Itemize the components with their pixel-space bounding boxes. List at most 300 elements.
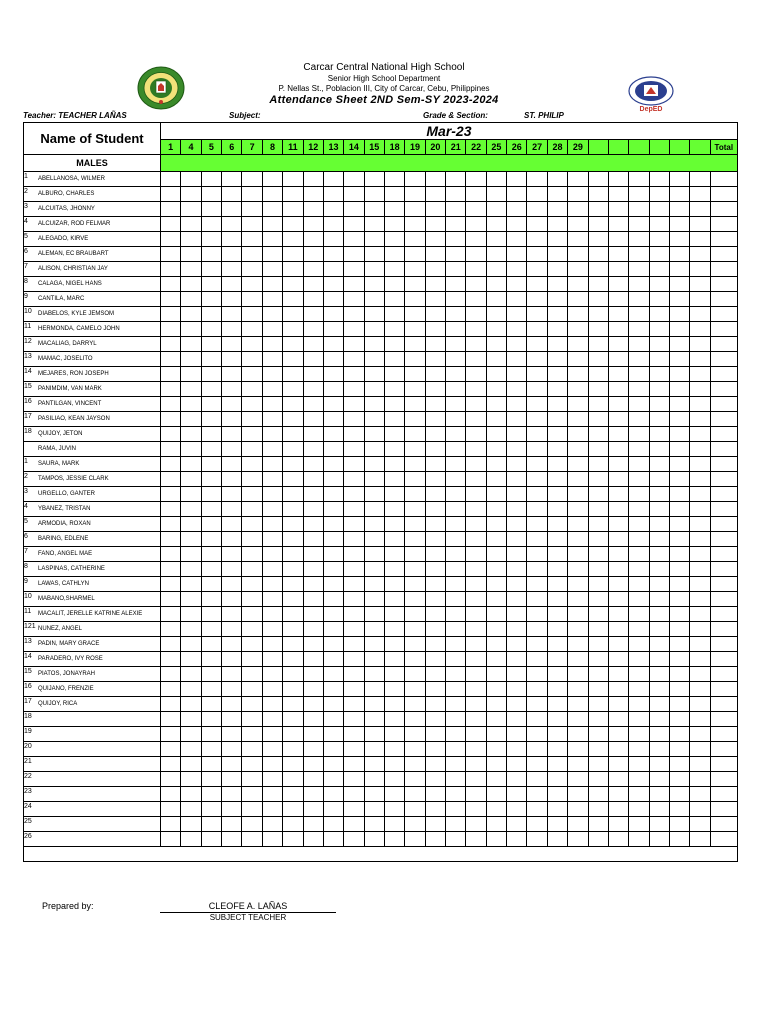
attendance-cell[interactable] — [649, 772, 669, 787]
total-cell[interactable] — [710, 217, 737, 232]
attendance-cell[interactable] — [384, 772, 404, 787]
attendance-cell[interactable] — [181, 172, 201, 187]
attendance-cell[interactable] — [486, 232, 506, 247]
attendance-cell[interactable] — [364, 577, 384, 592]
attendance-cell[interactable] — [242, 232, 262, 247]
attendance-cell[interactable] — [344, 262, 364, 277]
attendance-cell[interactable] — [568, 442, 588, 457]
attendance-cell[interactable] — [446, 442, 466, 457]
attendance-cell[interactable] — [690, 202, 710, 217]
attendance-cell[interactable] — [588, 697, 608, 712]
attendance-cell[interactable] — [466, 622, 486, 637]
attendance-cell[interactable] — [181, 637, 201, 652]
attendance-cell[interactable] — [384, 757, 404, 772]
attendance-cell[interactable] — [669, 757, 689, 772]
attendance-cell[interactable] — [262, 652, 282, 667]
attendance-cell[interactable] — [222, 637, 242, 652]
attendance-cell[interactable] — [262, 217, 282, 232]
attendance-cell[interactable] — [568, 352, 588, 367]
attendance-cell[interactable] — [344, 667, 364, 682]
attendance-cell[interactable] — [507, 697, 527, 712]
total-cell[interactable] — [710, 772, 737, 787]
attendance-cell[interactable] — [649, 712, 669, 727]
attendance-cell[interactable] — [323, 577, 343, 592]
attendance-cell[interactable] — [262, 382, 282, 397]
attendance-cell[interactable] — [364, 322, 384, 337]
attendance-cell[interactable] — [649, 682, 669, 697]
attendance-cell[interactable] — [201, 247, 221, 262]
attendance-cell[interactable] — [669, 517, 689, 532]
total-cell[interactable] — [710, 787, 737, 802]
attendance-cell[interactable] — [466, 592, 486, 607]
attendance-cell[interactable] — [181, 307, 201, 322]
attendance-cell[interactable] — [303, 337, 323, 352]
attendance-cell[interactable] — [161, 832, 181, 847]
attendance-cell[interactable] — [690, 607, 710, 622]
attendance-cell[interactable] — [181, 562, 201, 577]
attendance-cell[interactable] — [466, 787, 486, 802]
attendance-cell[interactable] — [507, 307, 527, 322]
attendance-cell[interactable] — [507, 547, 527, 562]
attendance-cell[interactable] — [323, 457, 343, 472]
attendance-cell[interactable] — [446, 322, 466, 337]
attendance-cell[interactable] — [568, 397, 588, 412]
attendance-cell[interactable] — [629, 457, 649, 472]
attendance-cell[interactable] — [364, 262, 384, 277]
attendance-cell[interactable] — [323, 712, 343, 727]
attendance-cell[interactable] — [425, 217, 445, 232]
total-cell[interactable] — [710, 637, 737, 652]
attendance-cell[interactable] — [161, 217, 181, 232]
attendance-cell[interactable] — [669, 712, 689, 727]
attendance-cell[interactable] — [629, 532, 649, 547]
attendance-cell[interactable] — [547, 772, 567, 787]
attendance-cell[interactable] — [588, 652, 608, 667]
attendance-cell[interactable] — [608, 532, 628, 547]
attendance-cell[interactable] — [161, 697, 181, 712]
attendance-cell[interactable] — [262, 517, 282, 532]
attendance-cell[interactable] — [181, 277, 201, 292]
attendance-cell[interactable] — [446, 502, 466, 517]
attendance-cell[interactable] — [222, 487, 242, 502]
attendance-cell[interactable] — [547, 382, 567, 397]
attendance-cell[interactable] — [405, 337, 425, 352]
attendance-cell[interactable] — [384, 247, 404, 262]
attendance-cell[interactable] — [405, 397, 425, 412]
attendance-cell[interactable] — [568, 697, 588, 712]
attendance-cell[interactable] — [303, 832, 323, 847]
total-cell[interactable] — [710, 292, 737, 307]
attendance-cell[interactable] — [344, 247, 364, 262]
attendance-cell[interactable] — [486, 322, 506, 337]
attendance-cell[interactable] — [161, 202, 181, 217]
attendance-cell[interactable] — [262, 337, 282, 352]
attendance-cell[interactable] — [384, 517, 404, 532]
total-cell[interactable] — [710, 202, 737, 217]
attendance-cell[interactable] — [425, 232, 445, 247]
attendance-cell[interactable] — [323, 187, 343, 202]
attendance-cell[interactable] — [425, 637, 445, 652]
attendance-cell[interactable] — [181, 652, 201, 667]
attendance-cell[interactable] — [486, 532, 506, 547]
attendance-cell[interactable] — [446, 667, 466, 682]
attendance-cell[interactable] — [588, 637, 608, 652]
attendance-cell[interactable] — [344, 442, 364, 457]
attendance-cell[interactable] — [262, 247, 282, 262]
total-cell[interactable] — [710, 592, 737, 607]
attendance-cell[interactable] — [690, 367, 710, 382]
attendance-cell[interactable] — [629, 472, 649, 487]
attendance-cell[interactable] — [446, 727, 466, 742]
attendance-cell[interactable] — [161, 427, 181, 442]
attendance-cell[interactable] — [527, 637, 547, 652]
attendance-cell[interactable] — [283, 772, 303, 787]
attendance-cell[interactable] — [201, 232, 221, 247]
attendance-cell[interactable] — [568, 487, 588, 502]
attendance-cell[interactable] — [547, 487, 567, 502]
attendance-cell[interactable] — [242, 502, 262, 517]
attendance-cell[interactable] — [629, 592, 649, 607]
attendance-cell[interactable] — [568, 637, 588, 652]
attendance-cell[interactable] — [344, 202, 364, 217]
attendance-cell[interactable] — [262, 442, 282, 457]
attendance-cell[interactable] — [344, 367, 364, 382]
attendance-cell[interactable] — [344, 502, 364, 517]
attendance-cell[interactable] — [303, 772, 323, 787]
attendance-cell[interactable] — [547, 817, 567, 832]
attendance-cell[interactable] — [364, 727, 384, 742]
attendance-cell[interactable] — [222, 817, 242, 832]
attendance-cell[interactable] — [446, 517, 466, 532]
attendance-cell[interactable] — [283, 712, 303, 727]
attendance-cell[interactable] — [222, 502, 242, 517]
attendance-cell[interactable] — [486, 457, 506, 472]
attendance-cell[interactable] — [425, 592, 445, 607]
attendance-cell[interactable] — [262, 367, 282, 382]
attendance-cell[interactable] — [547, 682, 567, 697]
attendance-cell[interactable] — [201, 382, 221, 397]
attendance-cell[interactable] — [161, 517, 181, 532]
attendance-cell[interactable] — [262, 712, 282, 727]
attendance-cell[interactable] — [242, 607, 262, 622]
attendance-cell[interactable] — [466, 367, 486, 382]
attendance-cell[interactable] — [629, 202, 649, 217]
attendance-cell[interactable] — [466, 292, 486, 307]
attendance-cell[interactable] — [690, 427, 710, 442]
attendance-cell[interactable] — [486, 397, 506, 412]
attendance-cell[interactable] — [588, 412, 608, 427]
attendance-cell[interactable] — [568, 832, 588, 847]
attendance-cell[interactable] — [527, 802, 547, 817]
attendance-cell[interactable] — [181, 532, 201, 547]
attendance-cell[interactable] — [486, 187, 506, 202]
attendance-cell[interactable] — [669, 502, 689, 517]
attendance-cell[interactable] — [486, 442, 506, 457]
attendance-cell[interactable] — [201, 802, 221, 817]
attendance-cell[interactable] — [425, 322, 445, 337]
attendance-cell[interactable] — [446, 802, 466, 817]
attendance-cell[interactable] — [344, 712, 364, 727]
attendance-cell[interactable] — [405, 262, 425, 277]
attendance-cell[interactable] — [466, 442, 486, 457]
attendance-cell[interactable] — [669, 217, 689, 232]
attendance-cell[interactable] — [181, 412, 201, 427]
attendance-cell[interactable] — [222, 577, 242, 592]
attendance-cell[interactable] — [201, 172, 221, 187]
attendance-cell[interactable] — [161, 292, 181, 307]
attendance-cell[interactable] — [588, 817, 608, 832]
attendance-cell[interactable] — [690, 517, 710, 532]
attendance-cell[interactable] — [181, 202, 201, 217]
attendance-cell[interactable] — [527, 682, 547, 697]
attendance-cell[interactable] — [486, 592, 506, 607]
attendance-cell[interactable] — [527, 832, 547, 847]
attendance-cell[interactable] — [161, 772, 181, 787]
attendance-cell[interactable] — [323, 352, 343, 367]
attendance-cell[interactable] — [446, 352, 466, 367]
attendance-cell[interactable] — [425, 697, 445, 712]
attendance-cell[interactable] — [405, 532, 425, 547]
attendance-cell[interactable] — [507, 592, 527, 607]
attendance-cell[interactable] — [201, 712, 221, 727]
attendance-cell[interactable] — [466, 532, 486, 547]
attendance-cell[interactable] — [181, 367, 201, 382]
attendance-cell[interactable] — [588, 397, 608, 412]
attendance-cell[interactable] — [222, 682, 242, 697]
attendance-cell[interactable] — [629, 517, 649, 532]
attendance-cell[interactable] — [629, 727, 649, 742]
attendance-cell[interactable] — [405, 367, 425, 382]
attendance-cell[interactable] — [486, 352, 506, 367]
attendance-cell[interactable] — [384, 442, 404, 457]
attendance-cell[interactable] — [507, 502, 527, 517]
attendance-cell[interactable] — [201, 562, 221, 577]
attendance-cell[interactable] — [608, 727, 628, 742]
attendance-cell[interactable] — [486, 817, 506, 832]
attendance-cell[interactable] — [486, 367, 506, 382]
attendance-cell[interactable] — [222, 772, 242, 787]
attendance-cell[interactable] — [364, 712, 384, 727]
attendance-cell[interactable] — [547, 712, 567, 727]
attendance-cell[interactable] — [690, 337, 710, 352]
attendance-cell[interactable] — [608, 772, 628, 787]
attendance-cell[interactable] — [486, 472, 506, 487]
attendance-cell[interactable] — [405, 427, 425, 442]
attendance-cell[interactable] — [588, 802, 608, 817]
attendance-cell[interactable] — [690, 502, 710, 517]
attendance-cell[interactable] — [527, 727, 547, 742]
attendance-cell[interactable] — [405, 472, 425, 487]
attendance-cell[interactable] — [384, 592, 404, 607]
attendance-cell[interactable] — [446, 697, 466, 712]
total-cell[interactable] — [710, 457, 737, 472]
attendance-cell[interactable] — [608, 412, 628, 427]
total-cell[interactable] — [710, 262, 737, 277]
attendance-cell[interactable] — [242, 397, 262, 412]
attendance-cell[interactable] — [547, 652, 567, 667]
attendance-cell[interactable] — [384, 712, 404, 727]
attendance-cell[interactable] — [486, 307, 506, 322]
attendance-cell[interactable] — [201, 592, 221, 607]
attendance-cell[interactable] — [588, 757, 608, 772]
attendance-cell[interactable] — [649, 532, 669, 547]
attendance-cell[interactable] — [527, 202, 547, 217]
attendance-cell[interactable] — [181, 247, 201, 262]
attendance-cell[interactable] — [466, 487, 486, 502]
attendance-cell[interactable] — [161, 547, 181, 562]
attendance-cell[interactable] — [344, 472, 364, 487]
attendance-cell[interactable] — [588, 592, 608, 607]
attendance-cell[interactable] — [323, 442, 343, 457]
attendance-cell[interactable] — [547, 637, 567, 652]
attendance-cell[interactable] — [242, 292, 262, 307]
attendance-cell[interactable] — [466, 322, 486, 337]
attendance-cell[interactable] — [303, 562, 323, 577]
attendance-cell[interactable] — [629, 427, 649, 442]
attendance-cell[interactable] — [161, 187, 181, 202]
attendance-cell[interactable] — [323, 772, 343, 787]
attendance-cell[interactable] — [323, 622, 343, 637]
attendance-cell[interactable] — [547, 292, 567, 307]
attendance-cell[interactable] — [588, 532, 608, 547]
attendance-cell[interactable] — [161, 817, 181, 832]
attendance-cell[interactable] — [527, 262, 547, 277]
attendance-cell[interactable] — [323, 562, 343, 577]
attendance-cell[interactable] — [690, 472, 710, 487]
attendance-cell[interactable] — [161, 352, 181, 367]
attendance-cell[interactable] — [425, 532, 445, 547]
attendance-cell[interactable] — [608, 592, 628, 607]
attendance-cell[interactable] — [222, 232, 242, 247]
attendance-cell[interactable] — [669, 427, 689, 442]
attendance-cell[interactable] — [222, 457, 242, 472]
attendance-cell[interactable] — [283, 427, 303, 442]
attendance-cell[interactable] — [242, 322, 262, 337]
attendance-cell[interactable] — [161, 637, 181, 652]
attendance-cell[interactable] — [608, 172, 628, 187]
attendance-cell[interactable] — [547, 262, 567, 277]
attendance-cell[interactable] — [629, 757, 649, 772]
attendance-cell[interactable] — [242, 382, 262, 397]
attendance-cell[interactable] — [181, 262, 201, 277]
attendance-cell[interactable] — [486, 262, 506, 277]
attendance-cell[interactable] — [446, 277, 466, 292]
attendance-cell[interactable] — [364, 202, 384, 217]
attendance-cell[interactable] — [405, 697, 425, 712]
attendance-cell[interactable] — [181, 607, 201, 622]
attendance-cell[interactable] — [384, 382, 404, 397]
attendance-cell[interactable] — [649, 667, 669, 682]
attendance-cell[interactable] — [466, 187, 486, 202]
attendance-cell[interactable] — [262, 562, 282, 577]
attendance-cell[interactable] — [547, 427, 567, 442]
attendance-cell[interactable] — [690, 772, 710, 787]
attendance-cell[interactable] — [466, 397, 486, 412]
attendance-cell[interactable] — [303, 742, 323, 757]
attendance-cell[interactable] — [629, 292, 649, 307]
attendance-cell[interactable] — [384, 292, 404, 307]
attendance-cell[interactable] — [669, 727, 689, 742]
attendance-cell[interactable] — [608, 607, 628, 622]
attendance-cell[interactable] — [527, 667, 547, 682]
attendance-cell[interactable] — [446, 382, 466, 397]
attendance-cell[interactable] — [222, 562, 242, 577]
attendance-cell[interactable] — [608, 322, 628, 337]
attendance-cell[interactable] — [384, 262, 404, 277]
attendance-cell[interactable] — [507, 607, 527, 622]
attendance-cell[interactable] — [588, 442, 608, 457]
attendance-cell[interactable] — [486, 577, 506, 592]
attendance-cell[interactable] — [466, 727, 486, 742]
attendance-cell[interactable] — [222, 262, 242, 277]
attendance-cell[interactable] — [486, 622, 506, 637]
attendance-cell[interactable] — [466, 517, 486, 532]
attendance-cell[interactable] — [527, 457, 547, 472]
attendance-cell[interactable] — [181, 382, 201, 397]
attendance-cell[interactable] — [507, 262, 527, 277]
attendance-cell[interactable] — [222, 307, 242, 322]
attendance-cell[interactable] — [384, 577, 404, 592]
attendance-cell[interactable] — [425, 367, 445, 382]
attendance-cell[interactable] — [649, 637, 669, 652]
attendance-cell[interactable] — [384, 487, 404, 502]
attendance-cell[interactable] — [344, 187, 364, 202]
attendance-cell[interactable] — [507, 487, 527, 502]
attendance-cell[interactable] — [527, 322, 547, 337]
attendance-cell[interactable] — [222, 532, 242, 547]
attendance-cell[interactable] — [384, 802, 404, 817]
attendance-cell[interactable] — [527, 577, 547, 592]
attendance-cell[interactable] — [690, 292, 710, 307]
attendance-cell[interactable] — [649, 502, 669, 517]
attendance-cell[interactable] — [649, 787, 669, 802]
attendance-cell[interactable] — [527, 562, 547, 577]
attendance-cell[interactable] — [262, 817, 282, 832]
attendance-cell[interactable] — [507, 577, 527, 592]
attendance-cell[interactable] — [344, 562, 364, 577]
attendance-cell[interactable] — [507, 217, 527, 232]
attendance-cell[interactable] — [649, 412, 669, 427]
attendance-cell[interactable] — [507, 427, 527, 442]
attendance-cell[interactable] — [446, 607, 466, 622]
attendance-cell[interactable] — [446, 547, 466, 562]
total-cell[interactable] — [710, 547, 737, 562]
attendance-cell[interactable] — [161, 307, 181, 322]
attendance-cell[interactable] — [588, 562, 608, 577]
attendance-cell[interactable] — [222, 382, 242, 397]
attendance-cell[interactable] — [588, 337, 608, 352]
attendance-cell[interactable] — [547, 367, 567, 382]
attendance-cell[interactable] — [201, 277, 221, 292]
attendance-cell[interactable] — [405, 742, 425, 757]
attendance-cell[interactable] — [690, 697, 710, 712]
attendance-cell[interactable] — [384, 832, 404, 847]
attendance-cell[interactable] — [568, 712, 588, 727]
total-cell[interactable] — [710, 247, 737, 262]
attendance-cell[interactable] — [222, 802, 242, 817]
attendance-cell[interactable] — [527, 442, 547, 457]
attendance-cell[interactable] — [283, 352, 303, 367]
attendance-cell[interactable] — [405, 277, 425, 292]
attendance-cell[interactable] — [588, 202, 608, 217]
attendance-cell[interactable] — [527, 787, 547, 802]
attendance-cell[interactable] — [262, 187, 282, 202]
attendance-cell[interactable] — [364, 442, 384, 457]
attendance-cell[interactable] — [384, 352, 404, 367]
attendance-cell[interactable] — [425, 502, 445, 517]
attendance-cell[interactable] — [161, 562, 181, 577]
attendance-cell[interactable] — [222, 592, 242, 607]
